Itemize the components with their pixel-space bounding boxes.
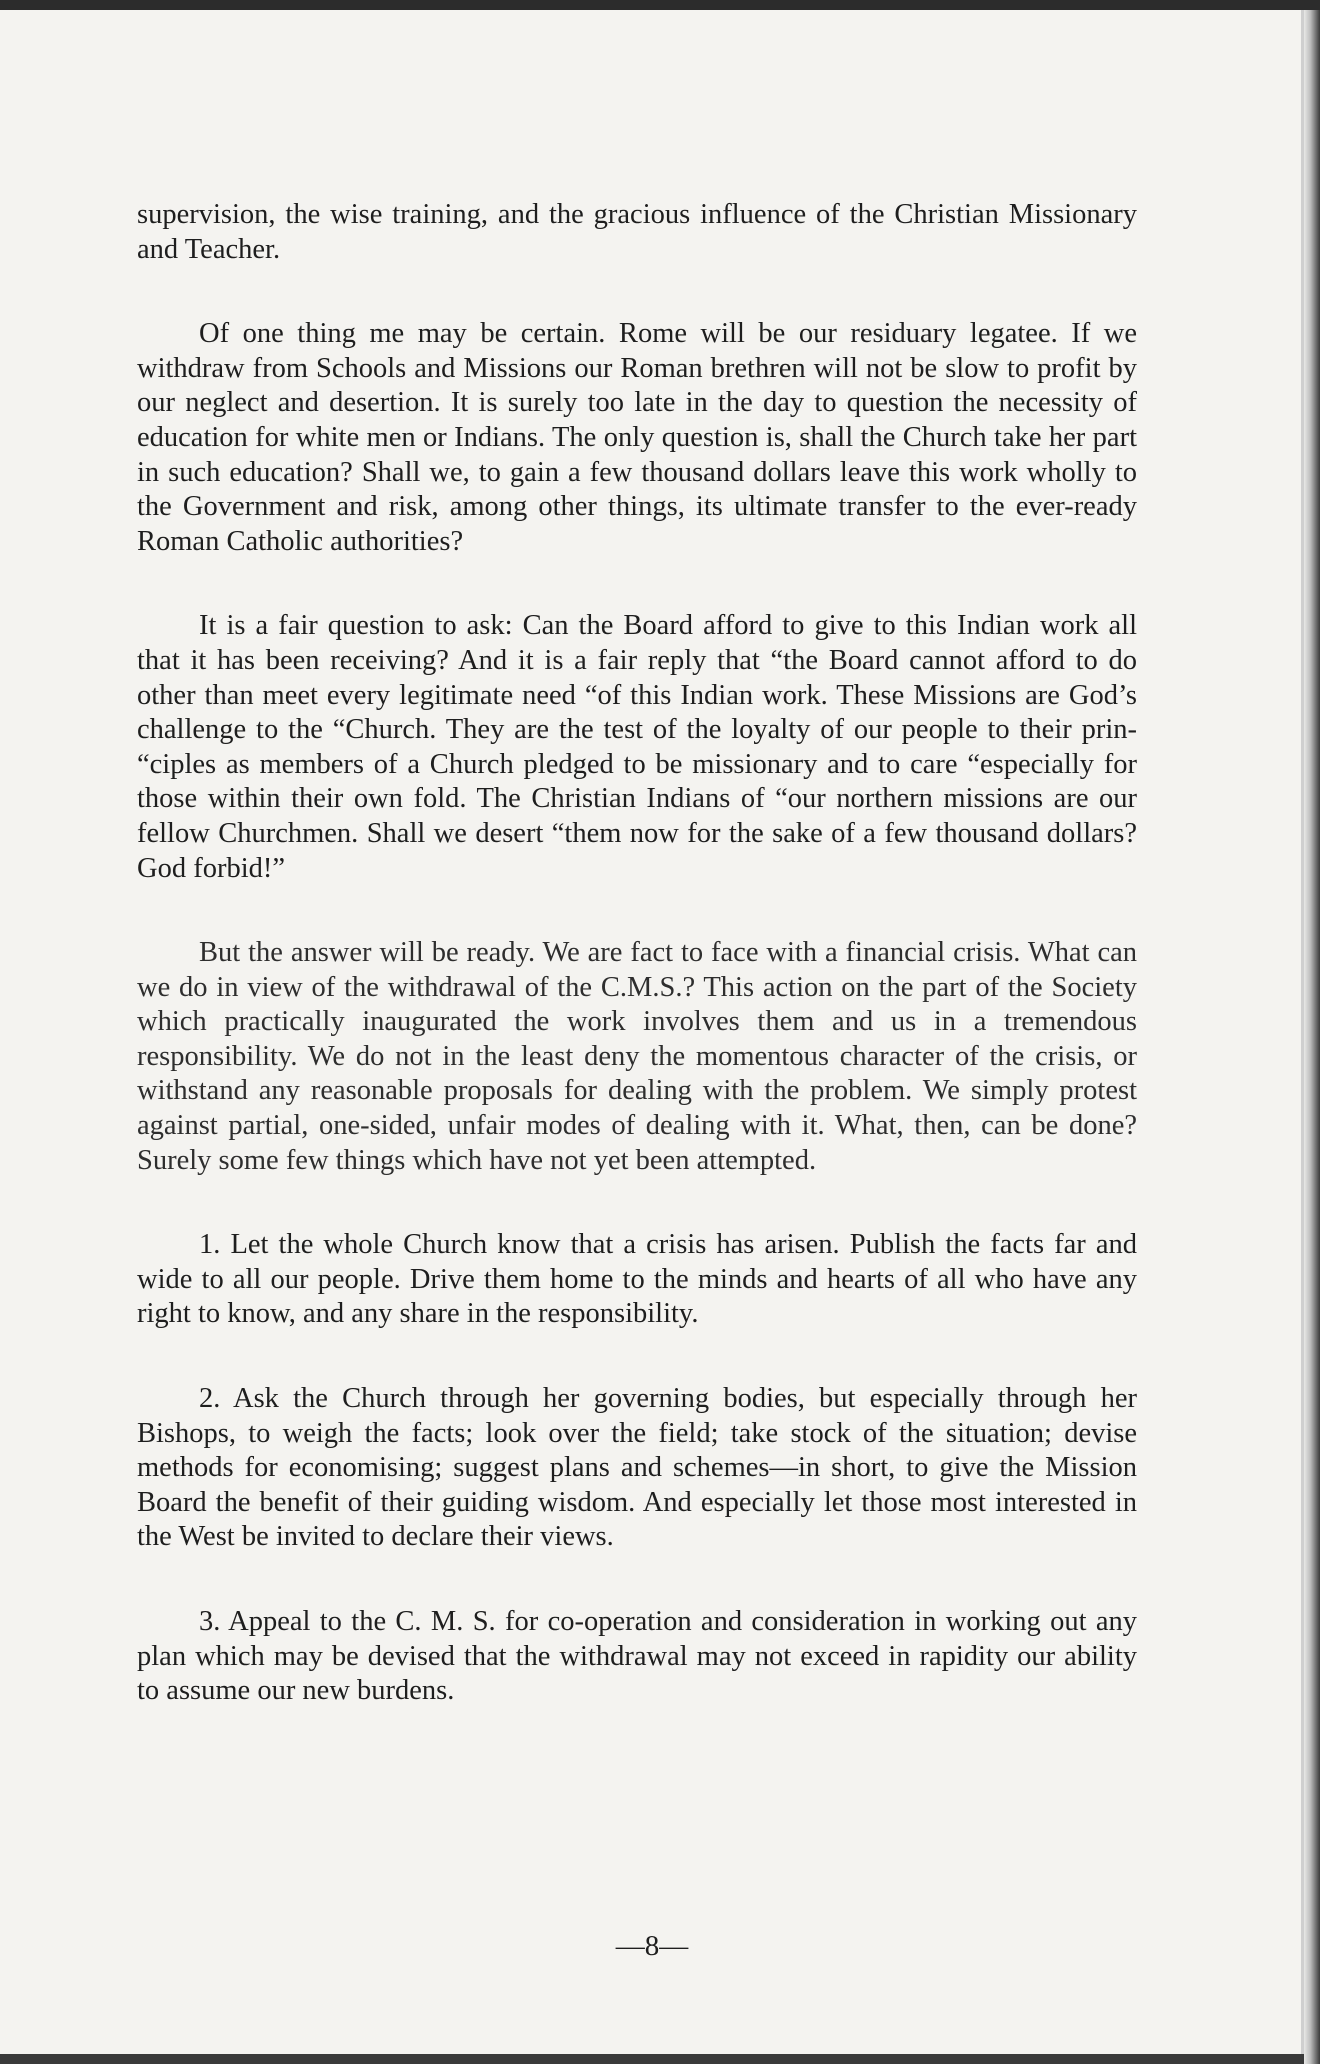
paragraph-point-2: 2. Ask the Church through her governing bodies, but especially through her Bishops, to weigh the facts; look over the field; take stock of the situation; devise methods for economising; suggest plans and schemes—in short, to give the Mission Board the benefit of their guiding wisdom. And especially let those most interested in the West be invited to declare their views. — [137, 1383, 1137, 1553]
body-text — [137, 198, 1137, 1759]
scan-right-edge — [1304, 10, 1320, 2064]
paragraph-point-3: 3. Appeal to the C. M. S. for co-operation and consideration in working out any plan which may be devised that the withdrawal may not exceed in rapidity our ability to assume our new burdens. — [137, 1606, 1137, 1707]
scan-top-edge — [0, 0, 1320, 10]
paragraph-financial-crisis: But the answer will be ready. We are fact to face with a financial crisis. What can we do in view of the withdrawal of the C.M.S.? This action on the part of the Society which practically inaugurated the work involves them and us in a tremendous responsibility. We do not in the least deny the momentous character of the crisis, or withstand any reasonable proposals for dealing with the problem. We simply protest against partial, one-sided, unfair modes of dealing with it. What, then, can be done? Surely some few things which have not yet been attempted. — [137, 937, 1137, 1176]
paragraph-fair-question: It is a fair question to ask: Can the Board afford to give to this Indian work all that it has been receiving? And it is a fair reply that “the Board cannot afford to do other than meet every legitimate need “of this Indian work. These Missions are God’s challenge to the “Church. They are the test of the loyalty of our people to their prin- “ciples as members of a Church pledged to be missionary and to care “especially for those within their own fold. The Christian Indians of “our northern missions are our fellow Churchmen. Shall we desert “them now for the sake of a few thousand dollars? God forbid!” — [137, 610, 1137, 884]
page-number: —8— — [615, 1930, 689, 1962]
paragraph-rome-legatee: Of one thing me may be certain. Rome will be our residuary legatee. If we withdraw from Schools and Missions our Roman brethren will not be slow to profit by our neglect and desertion. It is surely too late in the day to question the necessity of education for white men or Indians. The only question is, shall the Church take her part in such education? Shall we, to gain a few thousand dollars leave this work wholly to the Government and risk, among other things, its ultimate transfer to the ever-ready Roman Catholic authorities? — [137, 318, 1137, 557]
paragraph-point-1: 1. Let the whole Church know that a crisis has arisen. Publish the facts far and wide to all our people. Drive them home to the minds and hearts of all who have any right to know, and any share in the responsibility. — [137, 1229, 1137, 1330]
document-page — [0, 10, 1304, 2054]
paragraph-continuation: supervision, the wise training, and the gracious influence of the Christian Missionary and Teacher. — [137, 199, 1137, 265]
